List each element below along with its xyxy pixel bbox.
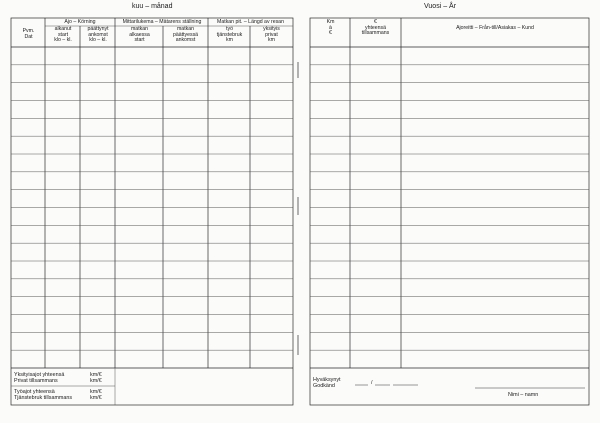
header-euro: € yhteensä tillsammans: [361, 19, 390, 37]
right-page-title: Vuosi – År: [424, 3, 457, 10]
header-mittari-alku: matkan alkaessa start: [129, 26, 150, 44]
footer-private-label: Yksityisajot yhteensä Privat tillsammans: [14, 372, 65, 384]
header-group-mittari: Mittarilukema – Mätarens ställning: [122, 18, 202, 25]
header-alkanut: alkanut start klo – kl.: [54, 26, 72, 44]
left-table-frame: [11, 18, 293, 405]
right-table-frame: [310, 18, 589, 405]
header-mittari-loppu: matkan päättyessä ankomst: [172, 26, 199, 44]
footer-private-unit: km/€ km/€: [90, 372, 102, 384]
header-paattynyt: päättynyt ankomst klo – kl.: [87, 26, 109, 44]
header-yksityis: yksityis privat km: [263, 26, 280, 44]
footer-work-unit: km/€ km/€: [90, 389, 102, 401]
header-km: Km à €: [326, 19, 335, 37]
left-page-title: kuu – månad: [132, 3, 173, 10]
header-pvm-sv: Dat: [24, 33, 33, 40]
header-route: Ajoreitti – Från-till/Asiakas – Kund: [456, 25, 534, 31]
header-group-pituus: Matkan pit. – Längd av resan: [217, 18, 284, 25]
header-pvm: [12, 29, 45, 40]
footer-date-separator: /: [371, 380, 373, 386]
footer-approved-label: Hyväksynyt Godkänd: [313, 377, 341, 389]
header-pvm-fi: Pvm.: [22, 28, 35, 34]
footer-signature-label: Nimi – namn: [508, 392, 539, 398]
header-group-ajo: Ajo – Körning: [64, 18, 96, 25]
header-tyo: työ tjänstebruk km: [216, 26, 243, 44]
footer-work-label: Työajot yhteensä Tjänstebruk tillsammans: [14, 389, 73, 401]
